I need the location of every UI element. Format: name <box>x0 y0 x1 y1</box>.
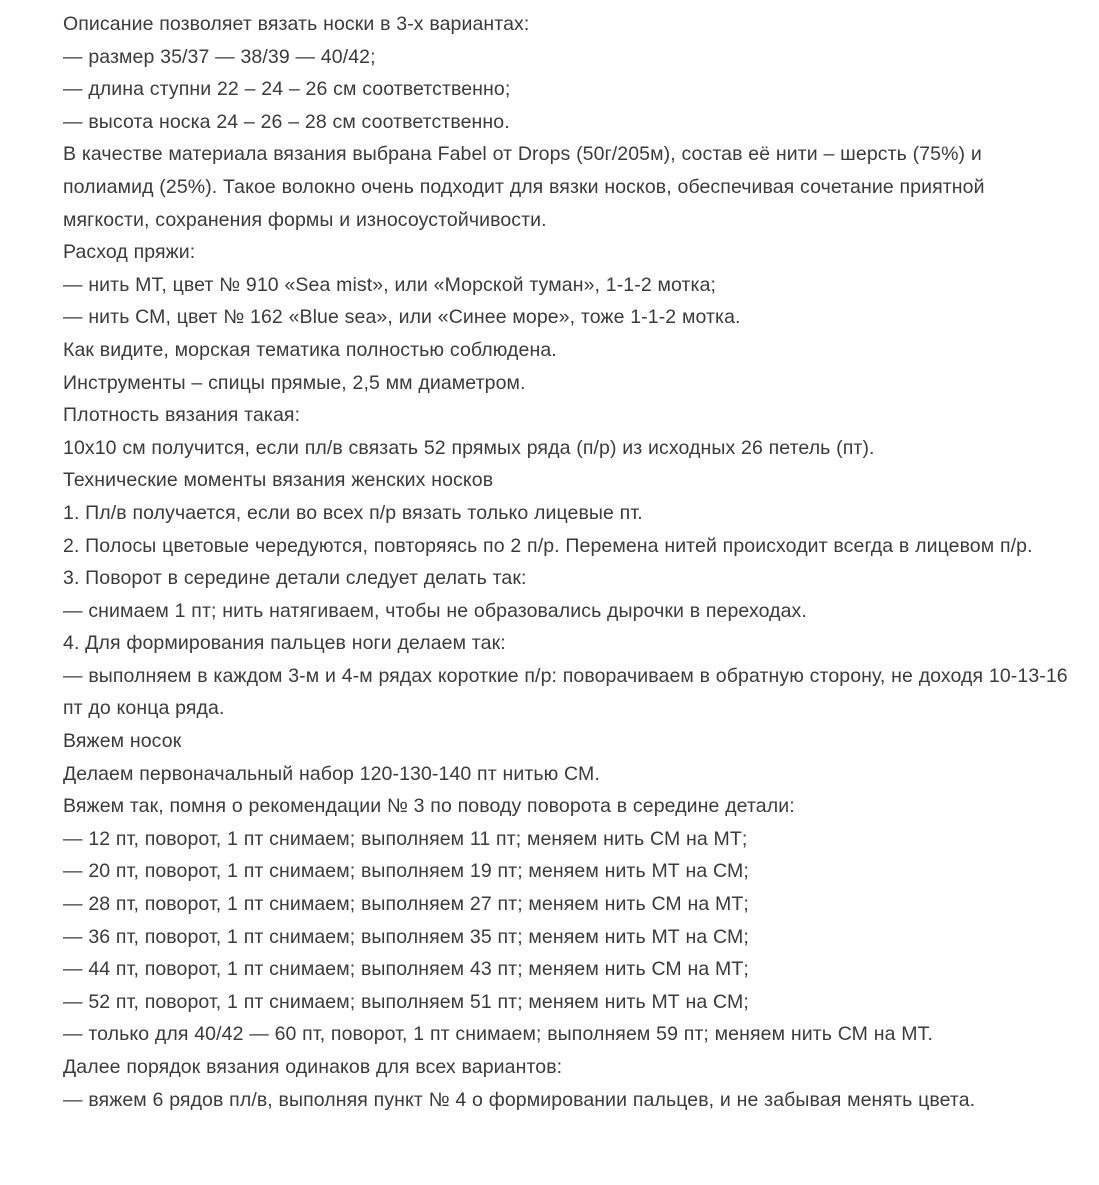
paragraph: Делаем первоначальный набор 120-130-140 пт нитью СМ. <box>63 762 600 785</box>
paragraph: — нить МТ, цвет № 910 «Sea mist», или «Морской туман», 1-1-2 мотка; <box>63 273 717 296</box>
paragraph: Как видите, морская тематика полностью соблюдена. <box>63 338 557 361</box>
paragraph: — только для 40/42 — 60 пт, поворот, 1 пт снимаем; выполняем 59 пт; меняем нить СМ на МТ. <box>63 1023 933 1046</box>
paragraph: — размер 35/37 — 38/39 — 40/42; <box>63 45 376 68</box>
paragraph: Описание позволяет вязать носки в 3-х вариантах: <box>63 13 530 35</box>
paragraph: 4. Для формирования пальцев ноги делаем так: <box>63 632 506 655</box>
paragraph: Плотность вязания такая: <box>63 404 301 427</box>
paragraph: Вяжем так, помня о рекомендации № 3 по поводу поворота в середине детали: <box>63 795 795 818</box>
paragraph: Далее порядок вязания одинаков для всех вариантов: <box>63 1056 563 1078</box>
paragraph: Технические моменты вязания женских носков <box>63 469 494 492</box>
paragraph: — 36 пт, поворот, 1 пт снимаем; выполняем 35 пт; меняем нить МТ на СМ; <box>63 925 749 948</box>
paragraph: — вяжем 6 рядов пл/в, выполняя пункт № 4 о формировании пальцев, и не забывая менять цвета. <box>63 1088 976 1111</box>
paragraph: 1. Пл/в получается, если во всех п/р вязать только лицевые пт. <box>63 501 643 524</box>
paragraph: 3. Поворот в середине детали следует делать так: <box>63 567 527 590</box>
paragraph: — снимаем 1 пт; нить натягиваем, чтобы не образовались дырочки в переходах. <box>63 599 807 622</box>
paragraph: — 44 пт, поворот, 1 пт снимаем; выполняем 43 пт; меняем нить СМ на МТ; <box>63 958 749 981</box>
paragraph: — 28 пт, поворот, 1 пт снимаем; выполняем 27 пт; меняем нить СМ на МТ; <box>63 893 749 916</box>
paragraph: Вяжем носок <box>63 730 182 753</box>
paragraph: — 12 пт, поворот, 1 пт снимаем; выполняем 11 пт; меняем нить СМ на МТ; <box>63 827 748 850</box>
document-body <box>63 8 1075 1116</box>
paragraph: Инструменты – спицы прямые, 2,5 мм диаметром. <box>63 371 526 394</box>
paragraph: В качестве материала вязания выбрана Fabel от Drops (50г/205м), состав её нити – шерсть (75%) и полиамид (25%). Такое волокно очень подходит для вязки носков, обеспечивая сочетание приятной мягкости, сохранения формы и износоустойчивости. <box>63 143 985 231</box>
paragraph: — выполняем в каждом 3-м и 4-м рядах короткие п/р: поворачиваем в обратную сторону, не доходя 10-13-16 пт до конца ряда. <box>63 664 1068 720</box>
paragraph: — нить СМ, цвет № 162 «Blue sea», или «Синее море», тоже 1-1-2 мотка. <box>63 306 741 329</box>
paragraph: 2. Полосы цветовые чередуются, повторяясь по 2 п/р. Перемена нитей происходит всегда в лицевом п/р. <box>63 534 1033 557</box>
paragraph: Расход пряжи: <box>63 241 196 264</box>
paragraph: — длина ступни 22 – 24 – 26 см соответственно; <box>63 78 511 101</box>
paragraph: 10х10 см получится, если пл/в связать 52 прямых ряда (п/р) из исходных 26 петель (пт). <box>63 436 875 459</box>
paragraph: — 52 пт, поворот, 1 пт снимаем; выполняем 51 пт; меняем нить МТ на СМ; <box>63 990 749 1013</box>
paragraph: — высота носка 24 – 26 – 28 см соответственно. <box>63 110 510 133</box>
paragraph: — 20 пт, поворот, 1 пт снимаем; выполняем 19 пт; меняем нить МТ на СМ; <box>63 860 749 883</box>
